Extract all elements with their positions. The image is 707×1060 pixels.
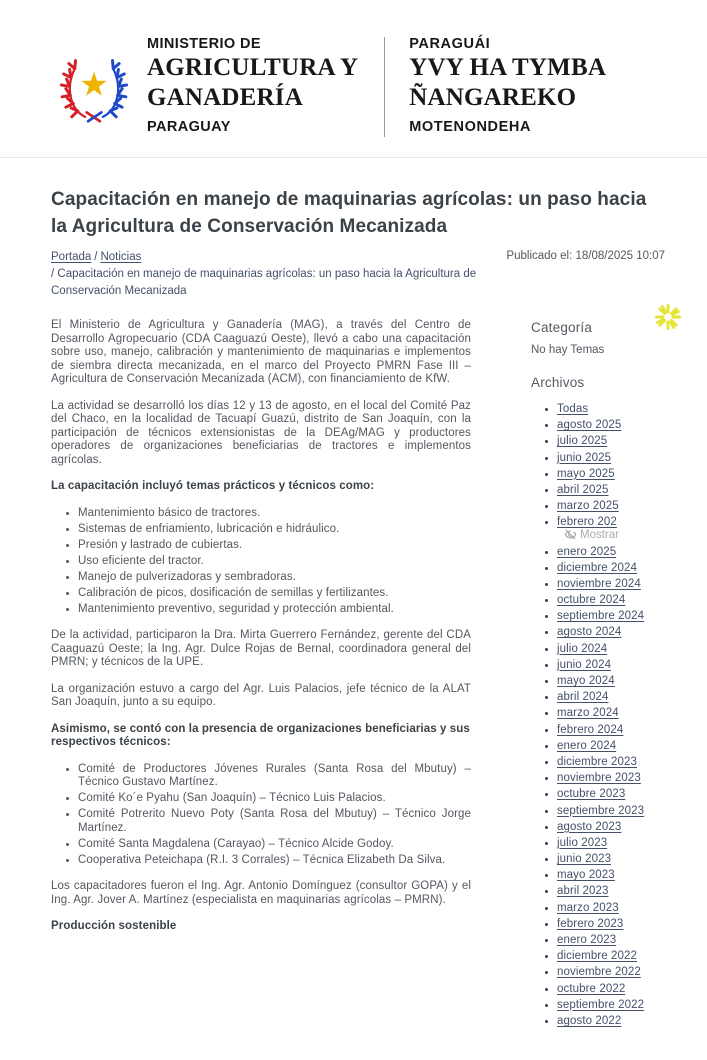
archive-item <box>557 674 665 687</box>
archive-item <box>557 690 665 703</box>
archive-link[interactable]: octubre 2022 <box>557 982 626 995</box>
article-paragraph: El Ministerio de Agricultura y Ganadería (MAG), a través del Centro de Desarrollo Agropecuario (CDA Caaguazú Oeste), llevó a cabo una capacitación sobre uso, manejo, calibración y mantenimiento de maquinarias e implementos de siembra directa mecanizada, en el marco del Proyecto PMRN Fase III – Agricultura de Conservación Mecanizada (ACM), con financiamiento de KfW. <box>51 319 471 385</box>
archive-item <box>557 739 665 752</box>
archive-link[interactable]: diciembre 2024 <box>557 561 638 574</box>
ministry-line-small: MINISTERIO DE <box>147 36 261 52</box>
archive-item <box>557 451 665 464</box>
archive-link[interactable]: agosto 2022 <box>557 1014 622 1027</box>
archive-item <box>557 804 665 817</box>
guarani-line-bottom: MOTENONDEHA <box>409 119 532 135</box>
archive-link[interactable]: abril 2023 <box>557 885 609 898</box>
mag-coat-of-arms-logo <box>57 35 131 135</box>
archive-link[interactable]: noviembre 2024 <box>557 577 641 590</box>
topics-heading: La capacitación incluyó temas prácticos y técnicos como: <box>51 480 375 492</box>
archives-list <box>531 402 665 1027</box>
archive-item <box>557 545 665 558</box>
archive-link[interactable]: septiembre 2023 <box>557 804 645 817</box>
article-paragraph: La actividad se desarrolló los días 12 y 13 de agosto, en el local del Comité Paz del Chaco, en la localidad de Tacuapí Guazú, distrito de San Joaquín, con la participación de técnicos extensionistas de la DEAg/MAG y productores operadores de organizaciones beneficiarias de tractores e implementos agrícolas. <box>51 399 471 466</box>
archive-item <box>557 755 665 768</box>
archive-link[interactable]: Todas <box>557 403 589 415</box>
archive-item <box>557 1014 665 1027</box>
breadcrumb <box>51 249 481 300</box>
archive-item <box>557 561 665 574</box>
archive-link[interactable]: enero 2025 <box>557 545 617 558</box>
archive-link[interactable]: diciembre 2023 <box>557 755 638 768</box>
archive-item <box>557 933 665 946</box>
archive-item <box>557 658 665 671</box>
topic-item: • Calibración de picos, dosificación de semillas y fertilizantes. <box>78 587 471 601</box>
archive-link[interactable]: febrero 2023 <box>557 917 624 930</box>
topic-item: • Manejo de pulverizadoras y sembradoras. <box>78 571 471 585</box>
archive-link[interactable]: abril 2024 <box>557 691 609 704</box>
archive-item <box>557 884 665 897</box>
page-title: Capacitación en manejo de maquinarias agrícolas: un paso hacia la Agricultura de Conservación Mecanizada <box>51 189 647 237</box>
archive-item <box>557 609 665 622</box>
archive-link[interactable]: junio 2024 <box>557 658 612 671</box>
article-paragraph: La organización estuvo a cargo del Agr. Luis Palacios, jefe técnico de la ALAT San Joaquín, junto a su equipo. <box>51 682 471 708</box>
archive-item <box>557 434 665 447</box>
accessibility-asterisk-icon[interactable] <box>653 302 683 332</box>
topic-item: • Mantenimiento preventivo, seguridad y protección ambiental. <box>78 603 471 617</box>
topic-item: • Presión y lastrado de cubiertas. <box>78 539 471 553</box>
archive-item <box>557 515 665 541</box>
archive-item <box>557 901 665 914</box>
ministry-wordmark <box>147 35 358 136</box>
archive-link[interactable]: septiembre 2024 <box>557 610 645 623</box>
archive-item <box>557 852 665 865</box>
organizations-heading: Asimismo, se contó con la presencia de organizaciones beneficiarias y sus respectivos técnicos: <box>51 722 470 748</box>
archive-item <box>557 787 665 800</box>
archive-link[interactable]: marzo 2025 <box>557 500 619 513</box>
meta-row <box>51 249 665 300</box>
topic-item: • Mantenimiento básico de tractores. <box>78 507 471 521</box>
organization-item: • Comité Santa Magdalena (Carayao) – Técnico Alcide Godoy. <box>78 838 471 852</box>
archive-link[interactable]: agosto 2025 <box>557 419 622 432</box>
breadcrumb-section-link[interactable]: Noticias <box>100 251 142 263</box>
archive-item <box>557 982 665 995</box>
archive-link[interactable]: octubre 2024 <box>557 594 626 607</box>
archive-item <box>557 917 665 930</box>
archive-link[interactable]: enero 2023 <box>557 934 617 946</box>
main-area <box>0 300 707 1060</box>
topic-item: • Uso eficiente del tractor. <box>78 555 471 569</box>
site-header <box>0 0 707 158</box>
organization-item: • Cooperativa Peteichapa (R.I. 3 Corrales) – Técnica Elizabeth Da Silva. <box>78 854 471 868</box>
archive-item <box>557 402 665 415</box>
ministry-line-serif: GANADERÍA <box>147 84 303 111</box>
topics-list <box>51 507 471 617</box>
archive-item <box>557 820 665 833</box>
archive-item <box>557 625 665 638</box>
archive-item <box>557 577 665 590</box>
archive-item <box>557 467 665 480</box>
ministry-country: PARAGUAY <box>147 119 231 135</box>
category-empty-text: No hay Temas <box>531 344 605 356</box>
guarani-line-small: PARAGUÁI <box>409 36 491 52</box>
ministry-line-serif: AGRICULTURA Y <box>147 54 359 81</box>
topic-item: • Sistemas de enfriamiento, lubricación e hidráulico. <box>78 523 471 537</box>
mostrar-label: Mostrar <box>580 528 619 541</box>
archive-link[interactable]: junio 2025 <box>557 451 612 464</box>
guarani-line-serif: YVY HA TYMBA <box>409 54 607 81</box>
archive-item <box>557 965 665 978</box>
archive-link[interactable]: agosto 2023 <box>557 820 622 833</box>
breadcrumb-separator: / <box>94 251 98 263</box>
archive-link[interactable]: marzo 2024 <box>557 707 619 720</box>
archive-link[interactable]: septiembre 2022 <box>557 998 645 1011</box>
archive-link[interactable]: agosto 2024 <box>557 626 622 639</box>
archive-item <box>557 483 665 496</box>
archive-link[interactable]: julio 2023 <box>557 836 608 849</box>
mostrar-overlay-button[interactable] <box>564 528 619 541</box>
archive-link[interactable]: julio 2024 <box>557 642 608 655</box>
archive-link[interactable]: abril 2025 <box>557 483 609 496</box>
asterisk-icon <box>653 302 683 332</box>
archive-link[interactable]: marzo 2023 <box>557 901 619 914</box>
archive-link[interactable]: mayo 2023 <box>557 869 615 882</box>
archive-link[interactable]: noviembre 2022 <box>557 966 641 979</box>
archive-link[interactable]: octubre 2023 <box>557 788 626 801</box>
archive-item <box>557 723 665 736</box>
organization-item: • Comité Potrerito Nuevo Poty (Santa Rosa del Mbutuy) – Técnico Jorge Martínez. <box>78 808 471 835</box>
organizations-list <box>51 763 471 868</box>
archive-link[interactable]: febrero 202 <box>557 516 617 529</box>
archive-item <box>557 642 665 655</box>
eye-off-icon <box>564 528 577 541</box>
guarani-wordmark <box>409 35 606 136</box>
archive-item <box>557 771 665 784</box>
archive-link[interactable]: diciembre 2022 <box>557 950 638 963</box>
guarani-line-serif: ÑANGAREKO <box>409 84 577 111</box>
archive-link[interactable]: julio 2025 <box>557 435 608 448</box>
archive-item <box>557 836 665 849</box>
archive-link[interactable]: enero 2024 <box>557 739 617 752</box>
closing-heading: Producción sostenible <box>51 920 177 932</box>
laurel-right-blue <box>88 61 126 122</box>
article-paragraph: Los capacitadores fueron el Ing. Agr. Antonio Domínguez (consultor GOPA) y el Ing. Agr. Jover A. Martínez (especialista en maquinarias agrícolas – PMRN). <box>51 880 471 906</box>
archive-link[interactable]: febrero 2024 <box>557 723 624 736</box>
breadcrumb-home-link[interactable]: Portada <box>51 251 92 263</box>
archive-item <box>557 868 665 881</box>
organization-item: • Comité Ko´e Pyahu (San Joaquín) – Técnico Luis Palacios. <box>78 792 471 806</box>
category-heading: Categoría <box>531 320 593 335</box>
page-head <box>0 158 707 300</box>
laurel-left-red <box>61 61 99 122</box>
article-body <box>51 300 471 1030</box>
archive-item <box>557 949 665 962</box>
archive-link[interactable]: mayo 2025 <box>557 467 615 480</box>
archive-link[interactable]: noviembre 2023 <box>557 772 641 785</box>
breadcrumb-current: / Capacitación en manejo de maquinarias agrícolas: un paso hacia la Agricultura de Conservación Mecanizada <box>51 268 477 297</box>
archive-item <box>557 593 665 606</box>
star-icon <box>81 72 106 96</box>
archive-item <box>557 706 665 719</box>
published-date: Publicado el: 18/08/2025 10:07 <box>506 250 665 262</box>
archive-item <box>557 418 665 431</box>
article-paragraph: De la actividad, participaron la Dra. Mirta Guerrero Fernández, gerente del CDA Caaguazú Oeste; la Ing. Agr. Dulce Rojas de Bernal, coordinadora general del PMRN; y técnicos de la UPE. <box>51 629 471 668</box>
archives-heading: Archivos <box>531 375 585 390</box>
organization-item: • Comité de Productores Jóvenes Rurales (Santa Rosa del Mbutuy) – Técnico Gustavo Martínez. <box>78 763 471 790</box>
header-vertical-divider <box>384 37 385 137</box>
archive-link[interactable]: mayo 2024 <box>557 675 615 687</box>
sidebar <box>531 300 665 1030</box>
archive-link[interactable]: junio 2023 <box>557 853 612 866</box>
archive-item <box>557 499 665 512</box>
